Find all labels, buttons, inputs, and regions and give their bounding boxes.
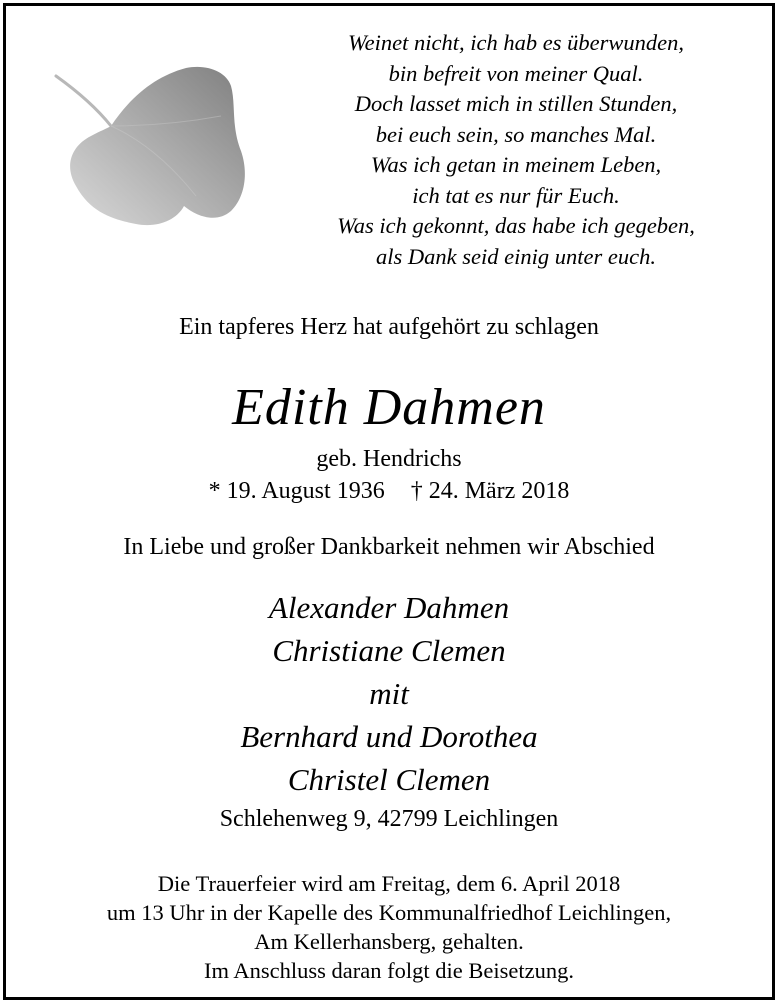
death-date: † 24. März 2018 <box>410 478 570 504</box>
mourner-line: Bernhard und Dorothea <box>240 719 538 754</box>
mourner-line: Christel Clemen <box>287 762 491 797</box>
heart-line: Ein tapferes Herz hat aufgehört zu schlagen <box>179 314 599 340</box>
birth-date: * 19. August 1936 <box>208 478 385 504</box>
funeral-line: Die Trauerfeier wird am Freitag, dem 6. April 2018 <box>157 871 621 896</box>
poem-line: ich tat es nur für Euch. <box>412 182 620 208</box>
maiden-name: geb. Hendrichs <box>316 446 462 472</box>
farewell-line: In Liebe und großer Dankbarkeit nehmen wir Abschied <box>123 534 655 560</box>
funeral-line: Am Kellerhansberg, gehalten. <box>254 929 524 954</box>
poem-line: Was ich gekonnt, das habe ich gegeben, <box>337 213 695 238</box>
life-dates <box>6 478 772 505</box>
poem-line: bin befreit von meiner Qual. <box>388 60 644 86</box>
mourner-line: mit <box>369 676 409 711</box>
mourner-line: Alexander Dahmen <box>268 590 510 625</box>
address: Schlehenweg 9, 42799 Leichlingen <box>219 806 559 832</box>
funeral-line: um 13 Uhr in der Kapelle des Kommunalfriedhof Leichlingen, <box>106 900 672 925</box>
poem-line: Weinet nicht, ich hab es überwunden, <box>348 30 684 55</box>
funeral-line: Im Anschluss daran folgt die Beisetzung. <box>204 958 574 983</box>
poem-line: Doch lasset mich in stillen Stunden, <box>354 91 678 116</box>
poem-line: als Dank seid einig unter euch. <box>376 243 656 269</box>
mourner-line: Christiane Clemen <box>272 633 506 668</box>
funeral-info <box>6 869 772 985</box>
obituary-frame <box>3 3 775 1000</box>
ginkgo-leaf-icon <box>36 56 266 256</box>
poem-line: bei euch sein, so manches Mal. <box>375 121 657 147</box>
poem <box>296 28 736 272</box>
deceased-name: Edith Dahmen <box>232 379 546 436</box>
mourners-list <box>6 586 772 801</box>
poem-line: Was ich getan in meinem Leben, <box>370 152 662 177</box>
